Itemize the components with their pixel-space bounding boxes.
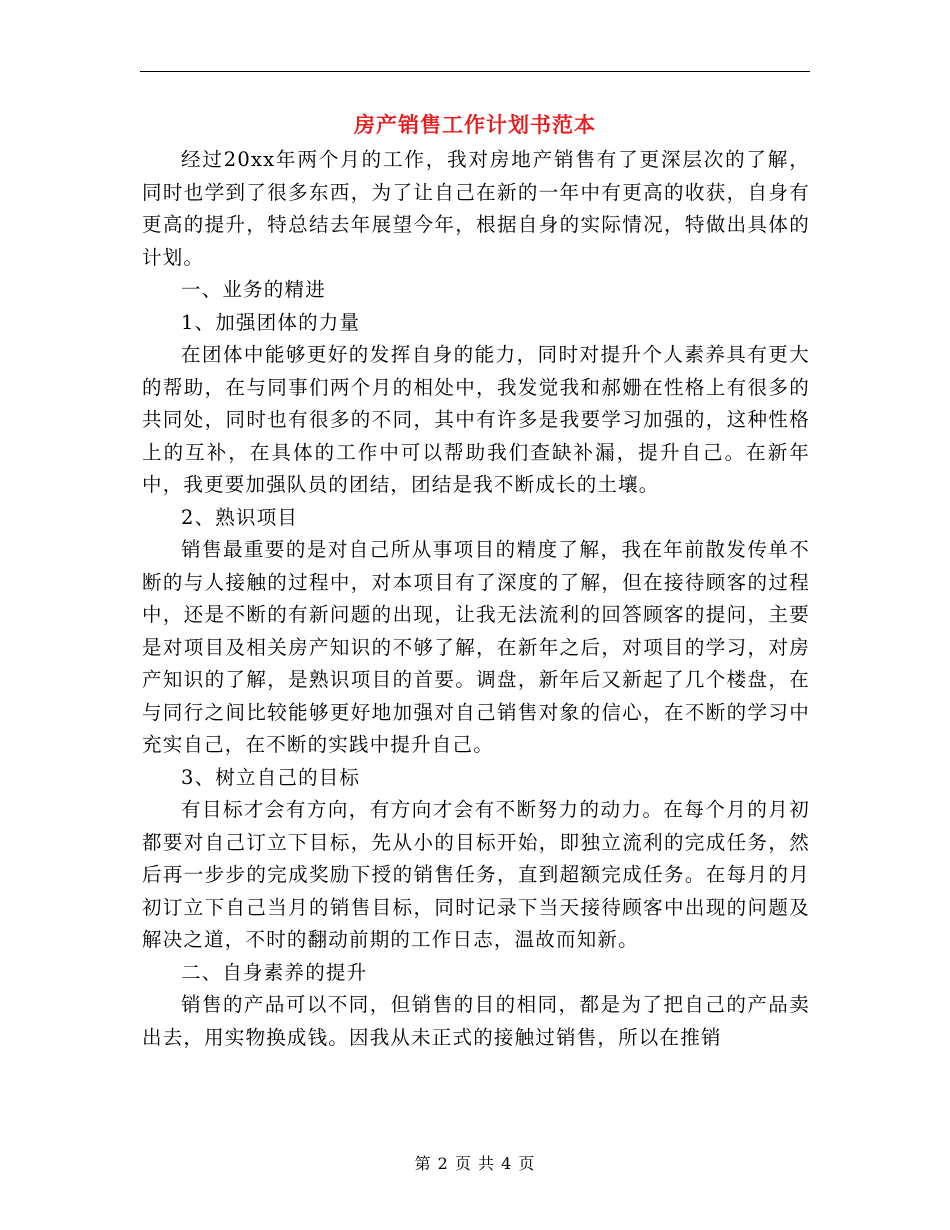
subheading-project: 2、熟识项目 [181,505,299,529]
document-title: 房产销售工作计划书范本 [354,112,596,137]
subheading-goals: 3、树立自己的目标 [181,765,361,789]
paragraph-project: 销售最重要的是对自己所从事项目的精度了解，我在年前散发传单不断的与人接触的过程中，对本项目有了深度的了解，但在接待顾客的过程中，还是不断的有新问题的出现，让我无法流利的回答顾客的提问，主要是对项目及相关房产知识的不够了解，在新年之后，对项目的学习，对房产知识的了解，是熟识项目的首要。调盘，新年后又新起了几个楼盘，在与同行之间比较能够更好地加强对自己销售对象的信心，在不断的学习中充实自己，在不断的实践中提升自己。 [142,538,810,756]
paragraph-self-improvement: 销售的产品可以不同，但销售的目的相同，都是为了把自己的产品卖出去，用实物换成钱。因我从未正式的接触过销售，所以在推销 [142,993,810,1049]
paragraph-goals: 有目标才会有方向，有方向才会有不断努力的动力。在每个月的月初都要对自己订立下目标，先从小的目标开始，即独立流利的完成任务，然后再一步步的完成奖励下授的销售任务，直到超额完成任务。在每月的月初订立下自己当月的销售目标，同时记录下当天接待顾客中出现的问题及解决之道，不时的翻动前期的工作日志，温故而知新。 [142,798,810,951]
section-heading-business: 一、业务的精进 [181,278,326,301]
header-rule [140,71,810,72]
section-heading-self-improvement: 二、自身素养的提升 [181,960,368,984]
subheading-team: 1、加强团体的力量 [181,310,361,334]
paragraph-team: 在团体中能够更好的发挥自身的能力，同时对提升个人素养具有更大的帮助，在与同事们两个月的相处中，我发觉我和郝姗在性格上有很多的共同处，同时也有很多的不同，其中有许多是我要学习加强的，这种性格上的互补，在具体的工作中可以帮助我们查缺补漏，提升自己。在新年中，我更要加强队员的团结，团结是我不断成长的土壤。 [142,343,810,496]
document-body [142,144,810,1054]
page-footer: 第 2 页 共 4 页 [414,1154,536,1173]
paragraph-intro: 经过20xx年两个月的工作，我对房地产销售有了更深层次的了解，同时也学到了很多东西，为了让自己在新的一年中有更高的收获，自身有更高的提升，特总结去年展望今年，根据自身的实际情况，特做出具体的计划。 [142,148,810,269]
